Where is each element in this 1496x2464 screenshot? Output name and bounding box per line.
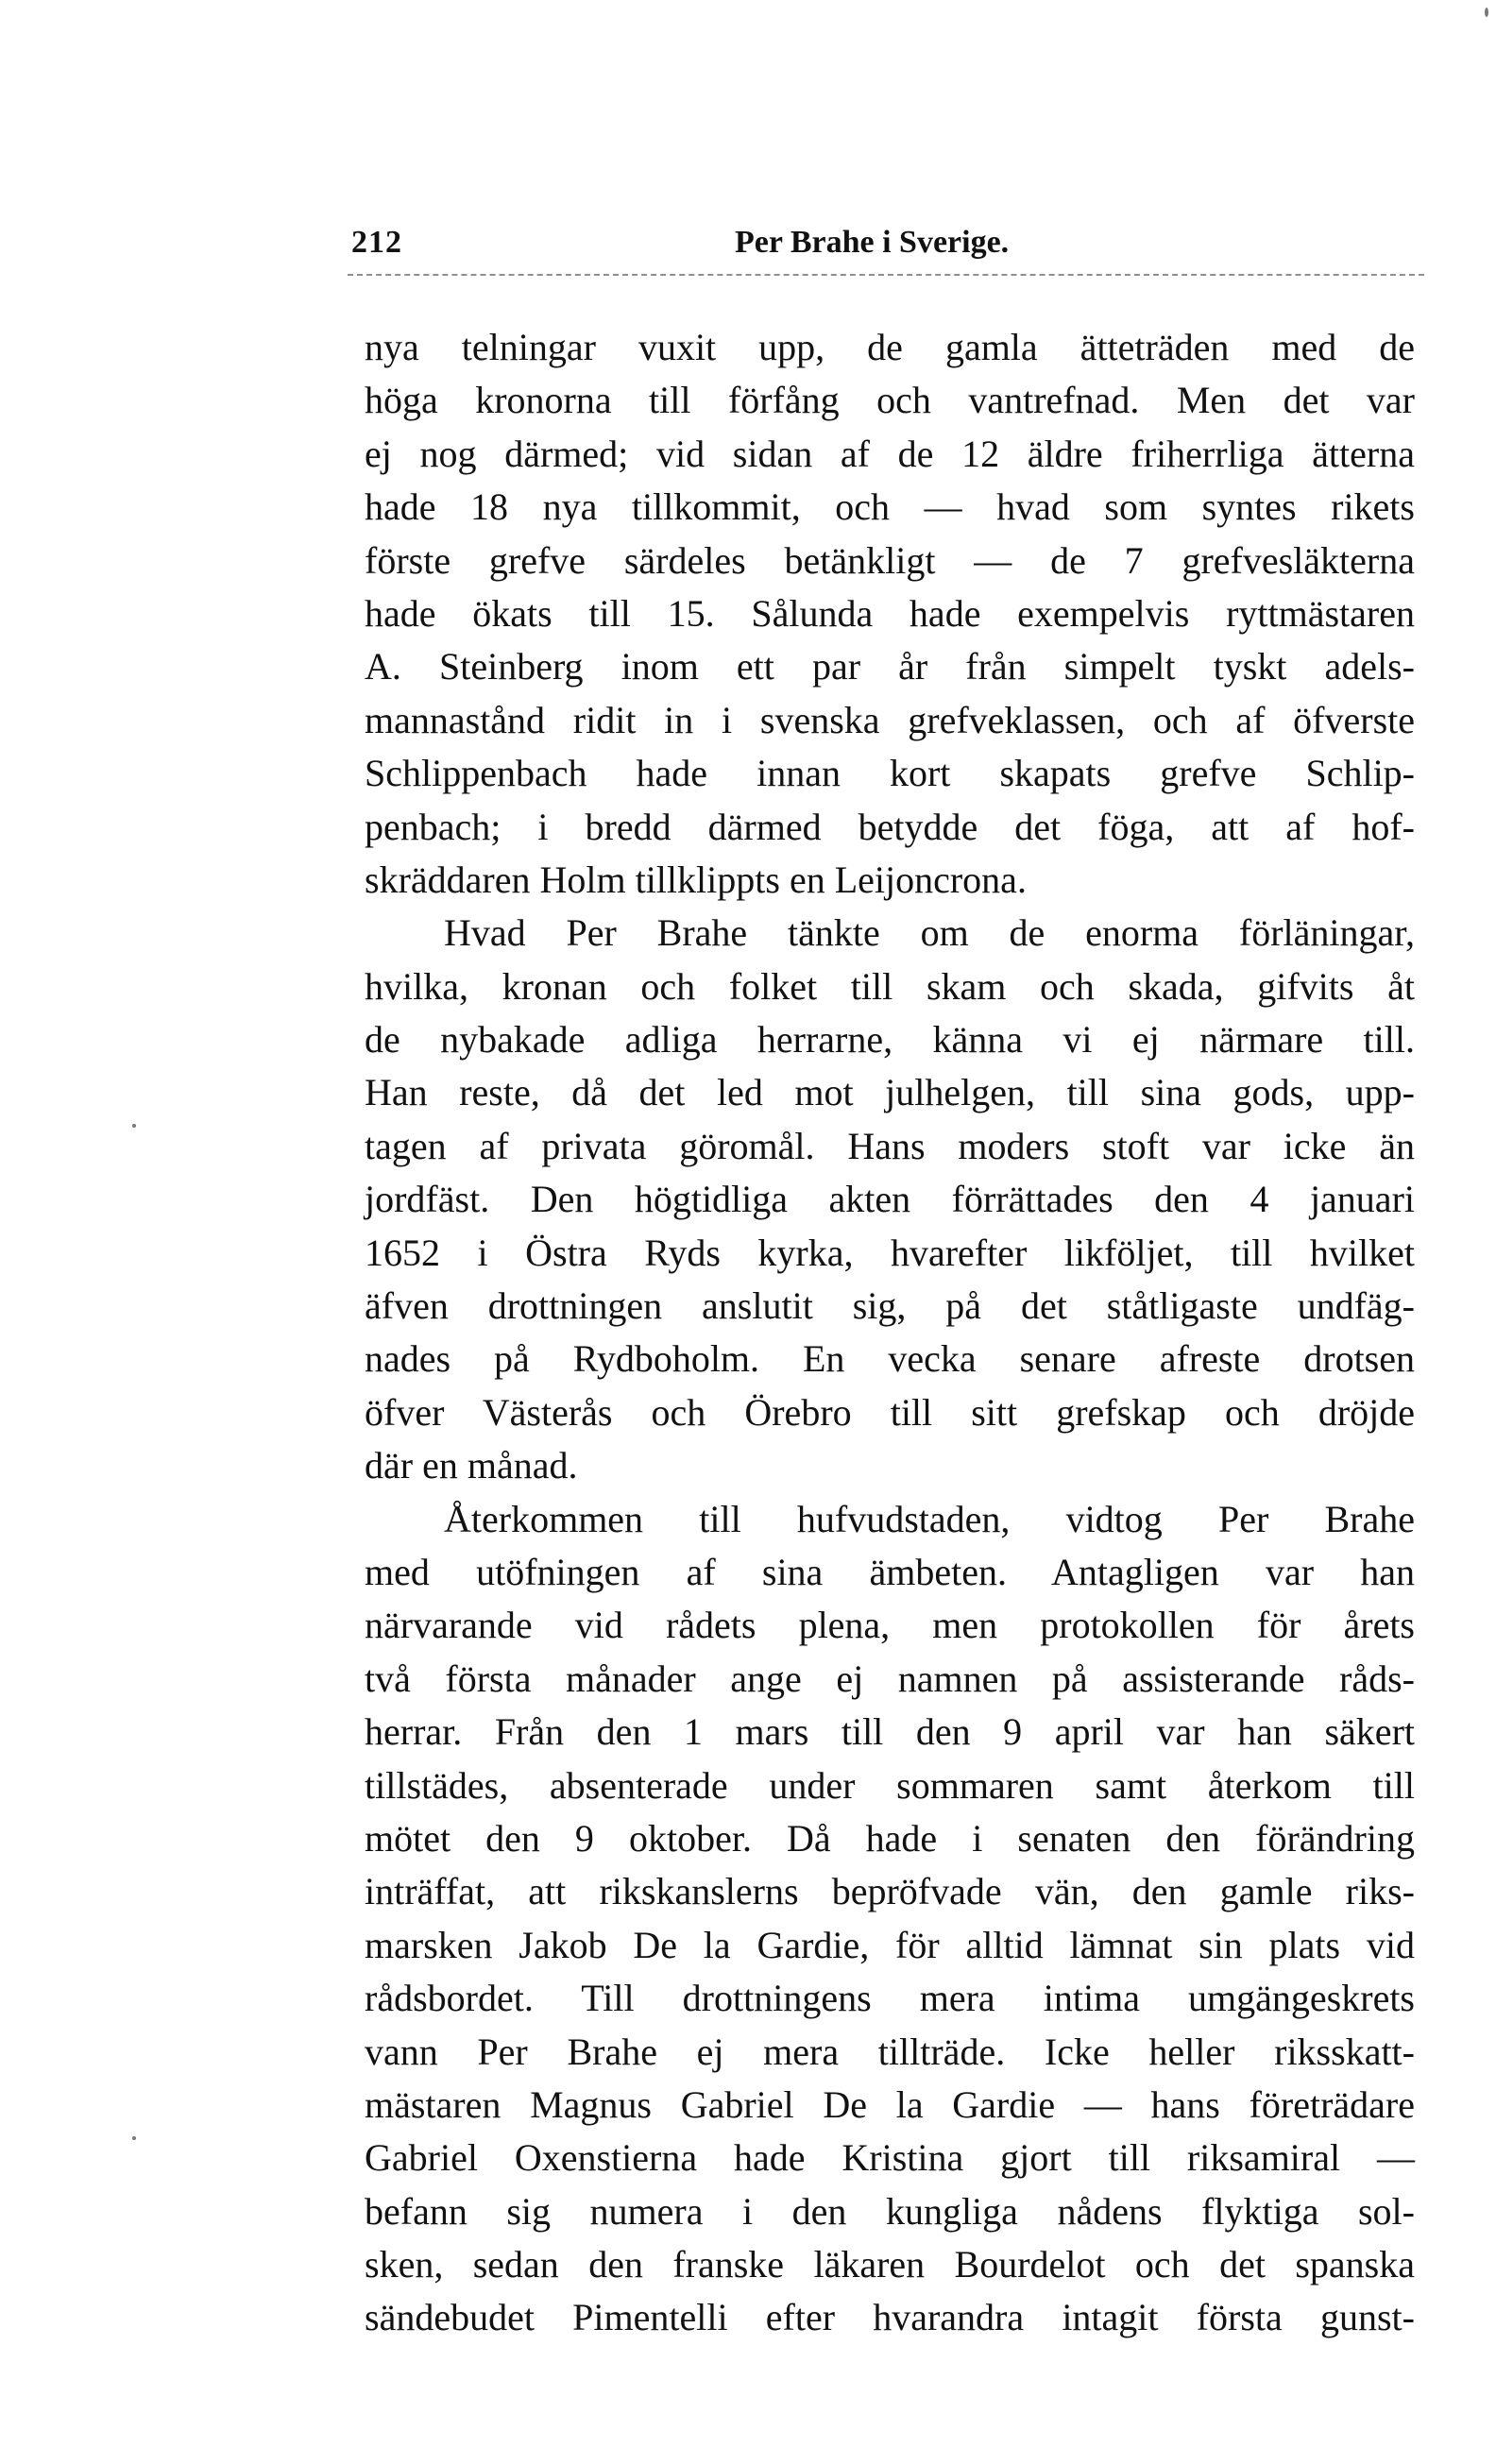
text-line: hade ökats till 15. Sålunda hade exempelvis ryttmästaren <box>365 591 1415 635</box>
text-line: skräddaren Holm tillklippts en Leijoncrona. <box>365 858 1027 901</box>
text-line: tillstädes, absenterade under sommaren samt återkom till <box>365 1763 1415 1807</box>
running-title: Per Brahe i Sverige. <box>735 225 1010 260</box>
text-line: tagen af privata göromål. Hans moders stoft var icke än <box>365 1124 1415 1167</box>
text-line: äfven drottningen anslutit sig, på det ståtligaste undfäg- <box>365 1284 1415 1328</box>
text-line: öfver Västerås och Örebro till sitt grefskap och dröjde <box>365 1390 1415 1434</box>
body-text <box>365 321 1415 2345</box>
scan-speck <box>1485 8 1488 17</box>
text-line: mötet den 9 oktober. Då hade i senaten den förändring <box>365 1816 1415 1860</box>
scan-speck <box>132 1124 136 1128</box>
page-number: 212 <box>351 225 402 260</box>
text-line: befann sig numera i den kungliga nådens flyktiga sol- <box>365 2189 1415 2233</box>
page-header <box>348 225 1424 281</box>
text-line: hvilka, kronan och folket till skam och skada, gifvits åt <box>365 964 1415 1008</box>
text-line: höga kronorna till förfång och vantrefnad. Men det var <box>365 379 1415 422</box>
text-line: Gabriel Oxenstierna hade Kristina gjort till riksamiral — <box>365 2136 1415 2180</box>
header-rule <box>348 274 1424 276</box>
text-line: A. Steinberg inom ett par år från simpelt tyskt adels- <box>365 645 1415 688</box>
text-line: inträffat, att rikskanslerns bepröfvade vän, den gamle riks- <box>365 1870 1415 1913</box>
text-line: vann Per Brahe ej mera tillträde. Icke heller riksskatt- <box>365 2030 1415 2073</box>
text-line: Hvad Per Brahe tänkte om de enorma förläningar, <box>444 911 1415 955</box>
text-line: med utöfningen af sina ämbeten. Antagligen var han <box>365 1550 1415 1593</box>
text-line: marsken Jakob De la Gardie, för alltid lämnat sin plats vid <box>365 1923 1415 1966</box>
text-line: Schlippenbach hade innan kort skapats grefve Schlip- <box>365 752 1415 795</box>
text-line: två första månader ange ej namnen på assisterande råds- <box>365 1657 1415 1700</box>
text-line: hade 18 nya tillkommit, och — hvad som syntes rikets <box>365 485 1415 529</box>
text-line: sken, sedan den franske läkaren Bourdelot och det spanska <box>365 2243 1415 2286</box>
text-line: rådsbordet. Till drottningens mera intima umgängeskrets <box>365 1977 1415 2020</box>
scan-speck <box>132 2136 136 2140</box>
text-line: Han reste, då det led mot julhelgen, till sina gods, upp- <box>365 1071 1415 1114</box>
text-line: sändebudet Pimentelli efter hvarandra intagit första gunst- <box>365 2296 1415 2339</box>
text-line: Återkommen till hufvudstaden, vidtog Per Brahe <box>444 1497 1415 1540</box>
text-line: närvarande vid rådets plena, men protokollen för årets <box>365 1604 1415 1647</box>
text-line: mannastånd ridit in i svenska grefveklassen, och af öfverste <box>365 698 1415 741</box>
text-line: förste grefve särdeles betänkligt — de 7 grefvesläkterna <box>365 538 1415 582</box>
text-line: jordfäst. Den högtidliga akten förrättades den 4 januari <box>365 1178 1415 1221</box>
text-line: mästaren Magnus Gabriel De la Gardie — hans företrädare <box>365 2082 1415 2126</box>
text-line: nades på Rydboholm. En vecka senare afreste drotsen <box>365 1337 1415 1381</box>
text-line: ej nog därmed; vid sidan af de 12 äldre friherrliga ätterna <box>365 432 1415 475</box>
text-line: där en månad. <box>365 1444 578 1487</box>
text-line: de nybakade adliga herrarne, känna vi ej närmare till. <box>365 1018 1415 1062</box>
text-line: nya telningar vuxit upp, de gamla ätteträden med de <box>365 326 1415 368</box>
text-line: penbach; i bredd därmed betydde det föga, att af hof- <box>365 805 1415 848</box>
text-line: herrar. Från den 1 mars till den 9 april var han säkert <box>365 1710 1415 1754</box>
text-line: 1652 i Östra Ryds kyrka, hvarefter likföljet, till hvilket <box>365 1231 1415 1274</box>
